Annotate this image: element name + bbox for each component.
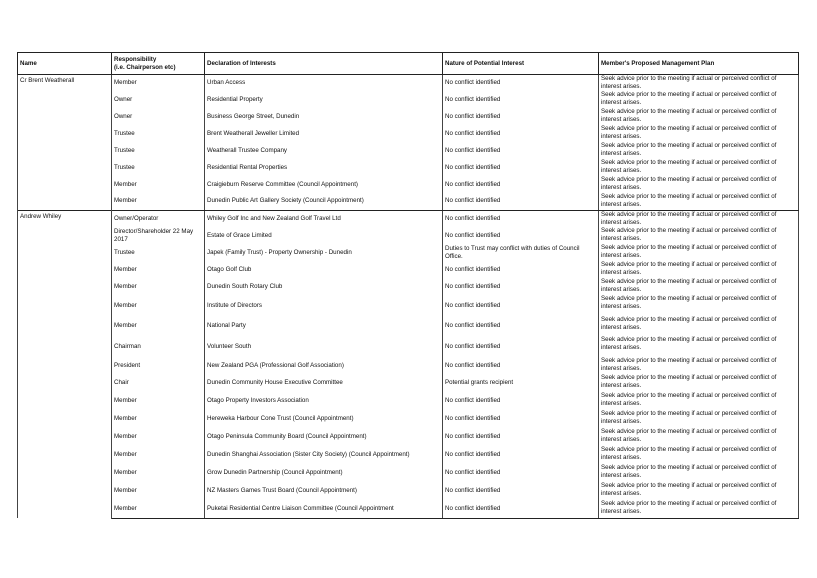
management-plan-line2: interest arises. xyxy=(601,167,642,174)
management-plan-line2: interest arises. xyxy=(601,133,642,140)
management-plan-line1: Seek advice prior to the meeting if actual or perceived conflict of xyxy=(601,91,777,98)
responsibility-cell: Trustee xyxy=(112,125,205,142)
management-plan-line2: interest arises. xyxy=(601,490,642,497)
management-plan-line2: interest arises. xyxy=(601,508,642,515)
management-plan-line1: Seek advice prior to the meeting if actual or perceived conflict of xyxy=(601,295,777,302)
declaration-cell: Urban Access xyxy=(205,75,443,92)
table-row xyxy=(18,142,799,159)
responsibility-cell: Member xyxy=(112,428,205,446)
management-plan-line2: interest arises. xyxy=(601,472,642,479)
nature-cell: No conflict identified xyxy=(443,91,599,108)
header-nature: Nature of Potential Interest xyxy=(443,53,599,75)
declaration-cell: Craigieburn Reserve Committee (Council Appointment) xyxy=(205,176,443,193)
management-plan-line1: Seek advice prior to the meeting if actual or perceived conflict of xyxy=(601,142,777,149)
management-plan-cell xyxy=(599,464,799,482)
responsibility-cell: Owner/Operator xyxy=(112,210,205,227)
nature-cell: No conflict identified xyxy=(443,482,599,500)
management-plan-cell xyxy=(599,159,799,176)
management-plan-cell xyxy=(599,374,799,392)
responsibility-cell: Member xyxy=(112,482,205,500)
nature-cell: No conflict identified xyxy=(443,295,599,316)
declaration-cell: Dunedin Community House Executive Committee xyxy=(205,374,443,392)
nature-cell: No conflict identified xyxy=(443,159,599,176)
table-row xyxy=(18,75,799,92)
responsibility-cell: Trustee xyxy=(112,159,205,176)
management-plan-line2: interest arises. xyxy=(601,269,642,276)
management-plan-line2: interest arises. xyxy=(601,99,642,106)
responsibility-cell: Member xyxy=(112,464,205,482)
declaration-cell: Otago Peninsula Community Board (Council Appointment) xyxy=(205,428,443,446)
management-plan-line2: interest arises. xyxy=(601,418,642,425)
management-plan-cell xyxy=(599,91,799,108)
management-plan-line1: Seek advice prior to the meeting if actual or perceived conflict of xyxy=(601,176,777,183)
declaration-cell: Dunedin South Rotary Club xyxy=(205,278,443,295)
responsibility-cell: Trustee xyxy=(112,142,205,159)
management-plan-cell xyxy=(599,446,799,464)
responsibility-cell: Member xyxy=(112,446,205,464)
management-plan-cell xyxy=(599,210,799,227)
management-plan-line1: Seek advice prior to the meeting if actual or perceived conflict of xyxy=(601,210,777,218)
responsibility-cell: President xyxy=(112,357,205,374)
declaration-cell: Whiley Golf Inc and New Zealand Golf Travel Ltd xyxy=(205,210,443,227)
responsibility-cell: Director/Shareholder 22 May 2017 xyxy=(112,227,205,244)
management-plan-line1: Seek advice prior to the meeting if actual or perceived conflict of xyxy=(601,261,777,268)
table-row xyxy=(18,410,799,428)
table-row xyxy=(18,392,799,410)
nature-cell: No conflict identified xyxy=(443,464,599,482)
nature-cell: No conflict identified xyxy=(443,428,599,446)
table-row xyxy=(18,244,799,261)
management-plan-cell xyxy=(599,295,799,316)
management-plan-line2: interest arises. xyxy=(601,382,642,389)
declaration-cell: Hereweka Harbour Cone Trust (Council Appointment) xyxy=(205,410,443,428)
nature-cell: No conflict identified xyxy=(443,142,599,159)
nature-cell: No conflict identified xyxy=(443,108,599,125)
management-plan-line1: Seek advice prior to the meeting if actual or perceived conflict of xyxy=(601,108,777,115)
responsibility-cell: Chairman xyxy=(112,336,205,357)
management-plan-cell xyxy=(599,142,799,159)
management-plan-line1: Seek advice prior to the meeting if actual or perceived conflict of xyxy=(601,278,777,285)
nature-cell: No conflict identified xyxy=(443,316,599,336)
management-plan-line2: interest arises. xyxy=(601,454,642,461)
nature-cell: No conflict identified xyxy=(443,392,599,410)
responsibility-cell: Trustee xyxy=(112,244,205,261)
table-row xyxy=(18,316,799,336)
table-row xyxy=(18,125,799,142)
declaration-cell: Otago Property Investors Association xyxy=(205,392,443,410)
management-plan-cell xyxy=(599,227,799,244)
declaration-cell: Business George Street, Dunedin xyxy=(205,108,443,125)
declaration-cell: NZ Masters Games Trust Board (Council Appointment) xyxy=(205,482,443,500)
management-plan-line2: interest arises. xyxy=(601,218,642,226)
nature-cell: No conflict identified xyxy=(443,176,599,193)
responsibility-cell: Member xyxy=(112,316,205,336)
responsibility-cell: Member xyxy=(112,500,205,518)
management-plan-line2: interest arises. xyxy=(601,436,642,443)
declaration-cell: Residential Rental Properties xyxy=(205,159,443,176)
declaration-cell: Grow Dunedin Partnership (Council Appointment) xyxy=(205,464,443,482)
management-plan-line1: Seek advice prior to the meeting if actual or perceived conflict of xyxy=(601,193,777,200)
management-plan-cell xyxy=(599,278,799,295)
responsibility-cell: Member xyxy=(112,176,205,193)
management-plan-line2: interest arises. xyxy=(601,235,642,242)
declaration-cell: National Party xyxy=(205,316,443,336)
nature-cell: No conflict identified xyxy=(443,75,599,92)
header-declaration: Declaration of Interests xyxy=(205,53,443,75)
table-row xyxy=(18,357,799,374)
nature-cell: No conflict identified xyxy=(443,357,599,374)
declaration-cell: Estate of Grace Limited xyxy=(205,227,443,244)
nature-cell: No conflict identified xyxy=(443,125,599,142)
declaration-of-interests-sheet xyxy=(17,52,798,519)
management-plan-line2: interest arises. xyxy=(601,252,642,259)
table-row xyxy=(18,108,799,125)
management-plan-cell xyxy=(599,482,799,500)
management-plan-cell xyxy=(599,193,799,210)
nature-cell: Duties to Trust may conflict with duties of Council Office. xyxy=(443,244,599,261)
nature-cell: No conflict identified xyxy=(443,261,599,278)
management-plan-line1: Seek advice prior to the meeting if actual or perceived conflict of xyxy=(601,446,777,453)
table-row xyxy=(18,295,799,316)
table-row xyxy=(18,482,799,500)
table-row xyxy=(18,193,799,210)
header-responsibility-line2: (i.e. Chairperson etc) xyxy=(114,63,176,71)
declaration-cell: New Zealand PGA (Professional Golf Association) xyxy=(205,357,443,374)
management-plan-line2: interest arises. xyxy=(601,150,642,157)
management-plan-line1: Seek advice prior to the meeting if actual or perceived conflict of xyxy=(601,392,777,399)
declaration-cell: Otago Golf Club xyxy=(205,261,443,278)
nature-cell: No conflict identified xyxy=(443,410,599,428)
table-row xyxy=(18,91,799,108)
table-row xyxy=(18,176,799,193)
responsibility-cell: Member xyxy=(112,278,205,295)
management-plan-line1: Seek advice prior to the meeting if actual or perceived conflict of xyxy=(601,482,777,489)
management-plan-cell xyxy=(599,410,799,428)
declaration-cell: Residential Property xyxy=(205,91,443,108)
declaration-cell: Weatherall Trustee Company xyxy=(205,142,443,159)
management-plan-cell xyxy=(599,108,799,125)
management-plan-line1: Seek advice prior to the meeting if actual or perceived conflict of xyxy=(601,125,777,132)
nature-cell: No conflict identified xyxy=(443,446,599,464)
management-plan-line1: Seek advice prior to the meeting if actual or perceived conflict of xyxy=(601,428,777,435)
responsibility-cell: Owner xyxy=(112,91,205,108)
management-plan-line1: Seek advice prior to the meeting if actual or perceived conflict of xyxy=(601,244,777,251)
table-row xyxy=(18,336,799,357)
management-plan-line1: Seek advice prior to the meeting if actual or perceived conflict of xyxy=(601,500,777,507)
management-plan-line1: Seek advice prior to the meeting if actual or perceived conflict of xyxy=(601,336,777,343)
management-plan-cell xyxy=(599,500,799,518)
responsibility-cell: Member xyxy=(112,261,205,278)
responsibility-cell: Member xyxy=(112,392,205,410)
responsibility-cell: Member xyxy=(112,75,205,92)
header-responsibility-line1: Responsibility xyxy=(114,55,157,63)
declaration-cell: Dunedin Public Art Gallery Society (Council Appointment) xyxy=(205,193,443,210)
declaration-cell: Brent Weatherall Jeweller Limited xyxy=(205,125,443,142)
member-name: Andrew Whiley xyxy=(18,210,112,518)
responsibility-cell: Member xyxy=(112,193,205,210)
management-plan-line2: interest arises. xyxy=(601,116,642,123)
declaration-cell: Puketai Residential Centre Liaison Committee (Council Appointment xyxy=(205,500,443,518)
nature-cell: No conflict identified xyxy=(443,500,599,518)
management-plan-cell xyxy=(599,392,799,410)
declaration-cell: Volunteer South xyxy=(205,336,443,357)
nature-cell: No conflict identified xyxy=(443,210,599,227)
nature-cell: No conflict identified xyxy=(443,193,599,210)
table-header-row xyxy=(18,53,799,75)
table-row xyxy=(18,278,799,295)
responsibility-cell: Owner xyxy=(112,108,205,125)
management-plan-line2: interest arises. xyxy=(601,303,642,310)
management-plan-line1: Seek advice prior to the meeting if actual or perceived conflict of xyxy=(601,410,777,417)
nature-cell: No conflict identified xyxy=(443,278,599,295)
management-plan-line2: interest arises. xyxy=(601,365,642,372)
table-row xyxy=(18,159,799,176)
management-plan-line1: Seek advice prior to the meeting if actual or perceived conflict of xyxy=(601,227,777,234)
responsibility-cell: Chair xyxy=(112,374,205,392)
management-plan-cell xyxy=(599,261,799,278)
management-plan-cell xyxy=(599,316,799,336)
interests-table xyxy=(17,52,799,519)
management-plan-cell xyxy=(599,75,799,92)
table-row xyxy=(18,227,799,244)
header-name: Name xyxy=(18,53,112,75)
management-plan-cell xyxy=(599,428,799,446)
management-plan-line2: interest arises. xyxy=(601,324,642,331)
table-row xyxy=(18,464,799,482)
nature-cell: No conflict identified xyxy=(443,336,599,357)
management-plan-cell xyxy=(599,336,799,357)
management-plan-line1: Seek advice prior to the meeting if actual or perceived conflict of xyxy=(601,75,777,82)
table-row xyxy=(18,446,799,464)
management-plan-line2: interest arises. xyxy=(601,184,642,191)
header-responsibility xyxy=(112,53,205,75)
management-plan-line1: Seek advice prior to the meeting if actual or perceived conflict of xyxy=(601,374,777,381)
declaration-cell: Institute of Directors xyxy=(205,295,443,316)
management-plan-line1: Seek advice prior to the meeting if actual or perceived conflict of xyxy=(601,159,777,166)
management-plan-line2: interest arises. xyxy=(601,201,642,208)
nature-cell: No conflict identified xyxy=(443,227,599,244)
header-plan: Member's Proposed Management Plan xyxy=(599,53,799,75)
management-plan-line1: Seek advice prior to the meeting if actual or perceived conflict of xyxy=(601,357,777,364)
management-plan-cell xyxy=(599,357,799,374)
responsibility-cell: Member xyxy=(112,410,205,428)
declaration-cell: Dunedin Shanghai Association (Sister City Society) (Council Appointment) xyxy=(205,446,443,464)
responsibility-cell: Member xyxy=(112,295,205,316)
management-plan-cell xyxy=(599,176,799,193)
management-plan-cell xyxy=(599,244,799,261)
table-row xyxy=(18,428,799,446)
declaration-cell: Japek (Family Trust) - Property Ownership - Dunedin xyxy=(205,244,443,261)
table-row xyxy=(18,500,799,518)
management-plan-line2: interest arises. xyxy=(601,83,642,90)
nature-cell: Potential grants recipient xyxy=(443,374,599,392)
member-name: Cr Brent Weatherall xyxy=(18,75,112,211)
table-row xyxy=(18,374,799,392)
management-plan-cell xyxy=(599,125,799,142)
management-plan-line2: interest arises. xyxy=(601,344,642,351)
table-row xyxy=(18,261,799,278)
management-plan-line1: Seek advice prior to the meeting if actual or perceived conflict of xyxy=(601,464,777,471)
management-plan-line1: Seek advice prior to the meeting if actual or perceived conflict of xyxy=(601,316,777,323)
management-plan-line2: interest arises. xyxy=(601,400,642,407)
table-row xyxy=(18,210,799,227)
management-plan-line2: interest arises. xyxy=(601,286,642,293)
